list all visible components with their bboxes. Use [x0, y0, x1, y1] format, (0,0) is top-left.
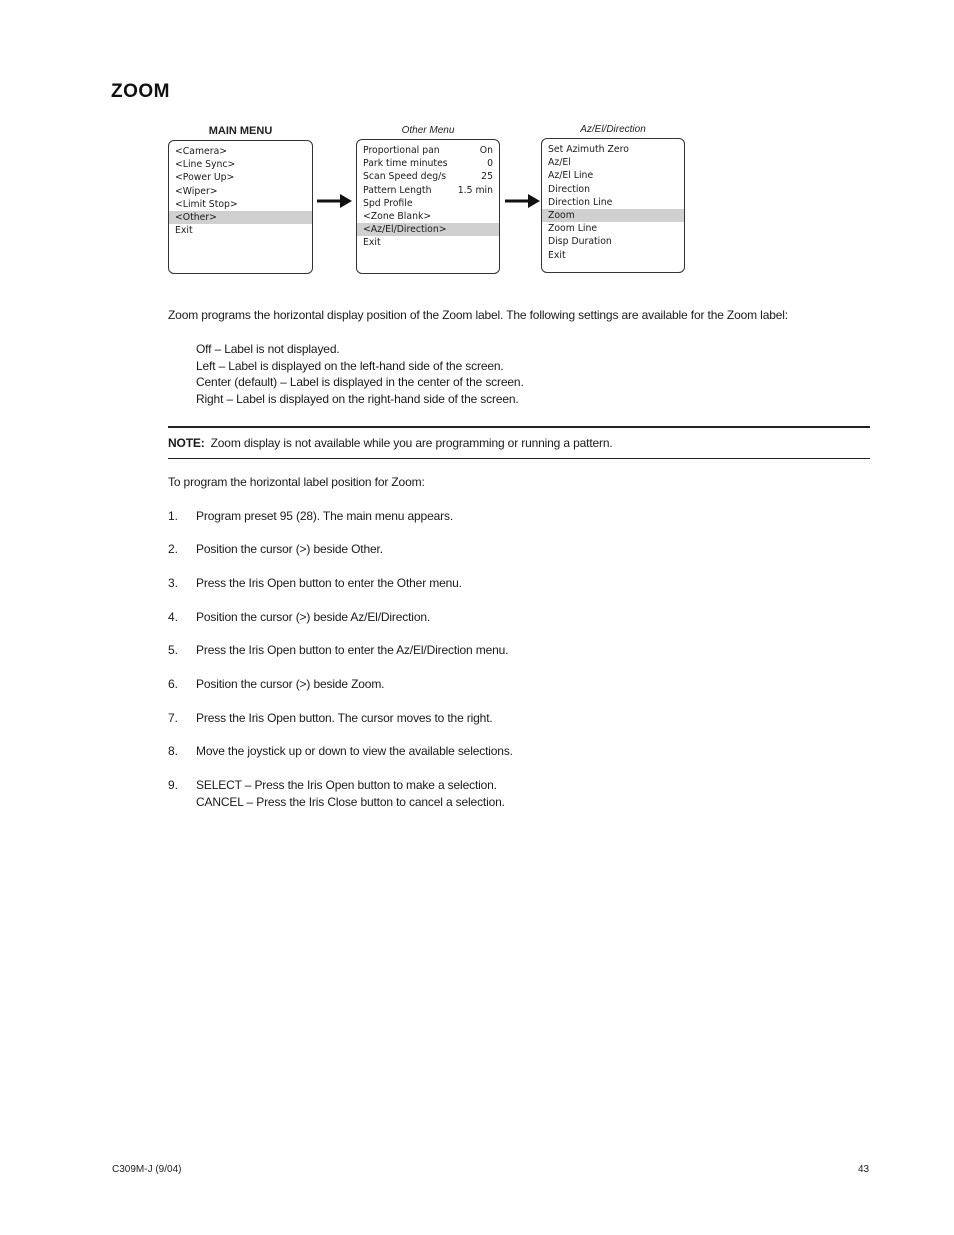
step-text: Press the Iris Open button to enter the Other menu. [196, 576, 462, 590]
menu-item [542, 235, 684, 248]
menu-title-other: Other Menu [401, 125, 455, 136]
page-heading: ZOOM [111, 81, 170, 102]
menu-item-label: Pattern Length [363, 184, 432, 196]
step-number: 8. [168, 744, 179, 758]
menu-item-label: Zoom [548, 209, 575, 221]
step-number: 5. [168, 643, 179, 657]
menu-box-main [168, 140, 313, 274]
menu-item-label: <Power Up> [175, 172, 235, 184]
step-number: 1. [168, 509, 179, 523]
menu-item-value: 25 [481, 171, 493, 183]
menu-item [542, 143, 684, 156]
footer-doc-id: C309M-J (9/04) [112, 1164, 182, 1175]
menu-box-other [356, 139, 500, 274]
menu-item [169, 158, 312, 171]
step-text: Program preset 95 (28). The main menu appears. [196, 509, 454, 523]
step-text: Press the Iris Open button to enter the Az/El/Direction menu. [196, 643, 509, 657]
step-text: Position the cursor (>) beside Other. [196, 542, 383, 556]
menu-item [542, 249, 684, 262]
menu-item-label: Direction Line [548, 196, 613, 208]
arrow-right-icon [316, 191, 354, 211]
menu-item-label: Zoom Line [548, 223, 598, 235]
note-rule-top [168, 426, 870, 428]
step-text: CANCEL – Press the Iris Close button to cancel a selection. [196, 795, 505, 809]
menu-item-label: Spd Profile [363, 197, 413, 209]
menu-item [357, 236, 499, 249]
step-text: Position the cursor (>) beside Zoom. [196, 677, 385, 691]
intro-paragraph: Zoom programs the horizontal display position of the Zoom label. The following settings are available for the Zoom label: [168, 308, 788, 322]
menu-item [542, 169, 684, 182]
procedure-intro: To program the horizontal label position for Zoom: [168, 475, 425, 489]
setting-left: Left – Label is displayed on the left-hand side of the screen. [196, 359, 504, 373]
menu-item-label: Proportional pan [363, 145, 440, 156]
menu-item-label: Set Azimuth Zero [548, 144, 629, 155]
menu-item-value: 0 [487, 158, 493, 170]
menu-item-label: Scan Speed deg/s [363, 171, 447, 183]
menu-item [357, 210, 499, 223]
step-number: 9. [168, 778, 179, 792]
menu-item-label: Exit [175, 225, 193, 237]
menu-item [357, 157, 499, 170]
menu-item [357, 144, 499, 157]
menu-item [542, 183, 684, 196]
menu-title-azel: Az/El/Direction [580, 124, 646, 135]
setting-right: Right – Label is displayed on the right-hand side of the screen. [196, 392, 519, 406]
menu-item [169, 224, 312, 237]
menu-item-label: <Camera> [175, 146, 228, 157]
menu-item [357, 197, 499, 210]
menu-item-label: <Wiper> [175, 185, 218, 197]
menu-item [169, 185, 312, 198]
step-number: 7. [168, 711, 179, 725]
menu-item-label: Exit [363, 237, 381, 249]
menu-item-label: Direction [548, 183, 590, 195]
menu-item-label: Az/El Line [548, 170, 594, 182]
footer-page-number: 43 [858, 1164, 870, 1175]
step-number: 6. [168, 677, 179, 691]
menu-item-label: Disp Duration [548, 236, 612, 248]
step-number: 2. [168, 542, 179, 556]
menu-item-label: <Zone Blank> [363, 210, 432, 222]
menu-item-label: Az/El [548, 157, 571, 169]
menu-item [542, 156, 684, 169]
menu-item [357, 223, 499, 236]
menu-item [542, 196, 684, 209]
menu-item [169, 171, 312, 184]
note-text: Zoom display is not available while you are programming or running a pattern. [210, 436, 613, 450]
step-text: SELECT – Press the Iris Open button to make a selection. [196, 778, 497, 792]
setting-off: Off – Label is not displayed. [196, 342, 340, 356]
step-number: 3. [168, 576, 179, 590]
menu-item-label: Exit [548, 249, 566, 261]
menu-item-label: <Other> [175, 211, 217, 223]
step-text: Move the joystick up or down to view the available selections. [196, 744, 513, 758]
menu-item-label: Park time minutes [363, 158, 448, 170]
menu-item [169, 198, 312, 211]
step-text: Press the Iris Open button. The cursor moves to the right. [196, 711, 493, 725]
arrow-right-icon [504, 191, 542, 211]
menu-item-label: <Limit Stop> [175, 198, 238, 210]
menu-item [169, 145, 312, 158]
menu-item-label: <Line Sync> [175, 159, 236, 171]
note-rule-bottom [168, 458, 870, 459]
setting-center: Center (default) – Label is displayed in the center of the screen. [196, 375, 524, 389]
menu-item [357, 170, 499, 183]
note-label: NOTE: [168, 436, 205, 450]
menu-item-label: <Az/El/Direction> [363, 224, 447, 236]
step-text: Position the cursor (>) beside Az/El/Direction. [196, 610, 431, 624]
note [168, 436, 613, 450]
menu-item [357, 184, 499, 197]
menu-item [542, 222, 684, 235]
menu-box-azel [541, 138, 685, 273]
menu-item [169, 211, 312, 224]
menu-item-value: 1.5 min [457, 184, 493, 196]
menu-item [542, 209, 684, 222]
step-number: 4. [168, 610, 179, 624]
menu-item-value: On [479, 145, 493, 156]
menu-title-main: MAIN MENU [208, 125, 273, 137]
